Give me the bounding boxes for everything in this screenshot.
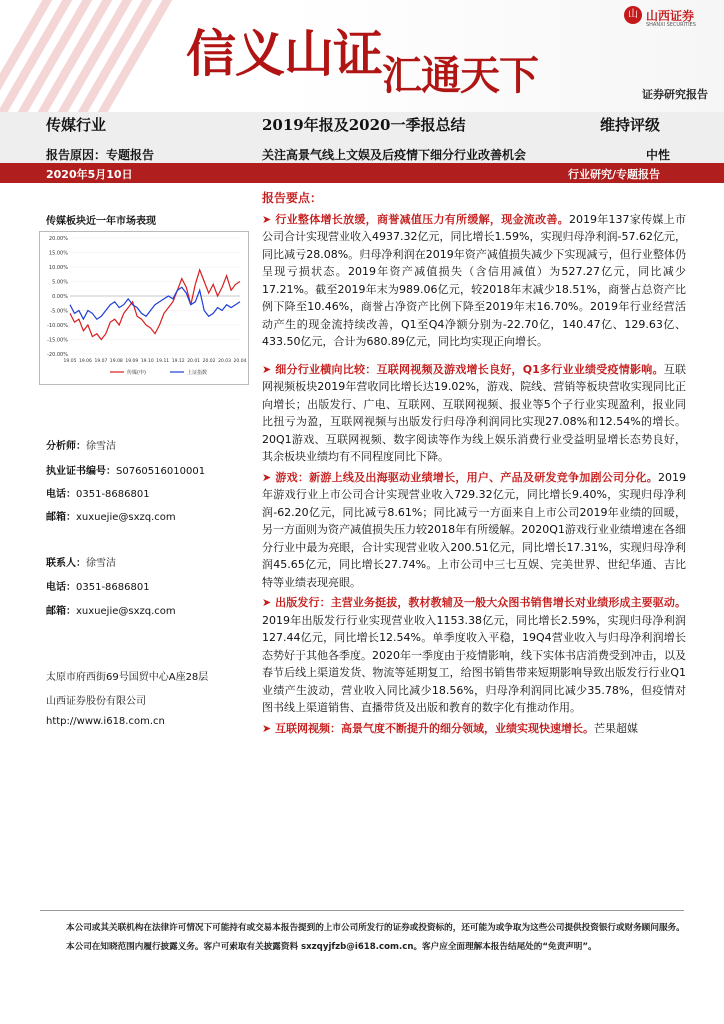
- section-paragraph: ➤ 游戏：新游上线及出海驱动业绩增长，用户、产品及研发竞争加剧公司分化。2019年游戏行业上市公司合计实现营业收入729.32亿元，同比增长9.40%，实现归母净利润-62.20亿元，同比减亏8.61%；同比减亏一方面来自上市公司2019年业绩的回暖，另一方面则为资产减值损失压力较2018年有所缓解。2020Q1游戏行业业绩增速在各细分行业中最为亮眼，合计实现营业收入200.51亿元，同比增长17.31%，实现归母净利润45.65亿元，同比增长27.74%。上市公司中三七互娱、完美世界、世纪华通、吉比特等业绩表现亮眼。: [262, 470, 687, 589]
- email2-row: 邮箱：xuxuejie@sxzq.com: [46, 606, 176, 617]
- legend-label: 上证指数: [187, 370, 208, 376]
- y-tick-label: 15.00%: [48, 250, 68, 257]
- x-tick-label: 20.01: [187, 359, 201, 364]
- rating-value: 中性: [646, 148, 671, 162]
- analyst-row: 分析师：徐雪洁: [46, 441, 116, 452]
- rating-label: 维持评级: [600, 116, 661, 134]
- x-tick-label: 19.09: [125, 359, 139, 364]
- y-tick-label: -20.00%: [47, 352, 68, 358]
- arrow-icon: ➤: [262, 721, 276, 735]
- banner-slogan: 信义山证汇通天下: [186, 24, 538, 99]
- series-line-2: [70, 287, 240, 319]
- date-bar: [0, 163, 724, 183]
- arrow-icon: ➤: [262, 362, 276, 376]
- x-tick-label: 20.04: [233, 359, 247, 364]
- x-tick-label: 19.11: [156, 359, 170, 364]
- footer-divider: [40, 910, 684, 911]
- y-tick-label: 5.00%: [52, 279, 68, 286]
- section-paragraph: ➤ 细分行业横向比较：互联网视频及游戏增长良好，Q1多行业业绩受疫情影响。互联网视频板块2019年营收同比增长达19.02%，游戏、院线、营销等板块营收实现同比正向增长；出版发行、广电、互联网、互联网视频、报业等5个子行业实现盈利，报业同比扭亏为盈，互联网视频与出版发行归母净利润同比实现27.08%和12.54%的增长。20Q1游戏、互联网视频、数字阅读等作为线上娱乐消费行业受益明显增长态势良好，其余板块业绩均有不同程度同比下降。: [262, 362, 686, 463]
- y-tick-label: 20.00%: [48, 236, 68, 242]
- y-tick-label: -5.00%: [50, 308, 68, 315]
- company-website[interactable]: http://www.i618.com.cn: [46, 716, 165, 727]
- company-name: 山西证券股份有限公司: [46, 696, 146, 707]
- x-tick-label: 19.05: [63, 359, 77, 364]
- y-tick-label: 0.00%: [52, 294, 68, 300]
- report-type: 证券研究报告: [642, 88, 708, 101]
- report-points-label: 报告要点：: [262, 191, 323, 205]
- report-title: 2019年报及2020一季报总结: [262, 116, 466, 134]
- report-date: 2020年5月10日: [46, 168, 133, 181]
- arrow-icon: ➤: [262, 470, 276, 484]
- arrow-icon: ➤: [262, 212, 276, 226]
- y-tick-label: -10.00%: [47, 323, 68, 329]
- section-paragraph: ➤ 互联网视频：高景气度不断提升的细分领域，业绩实现快速增长。芒果超媒: [262, 721, 639, 735]
- report-body: [262, 190, 686, 737]
- x-tick-label: 19.10: [140, 359, 154, 364]
- legend-label: 传媒(申): [127, 370, 146, 376]
- logo-icon: 山: [624, 6, 642, 24]
- company-logo: 山 山西证券 SHANXI SECURITIES: [624, 6, 716, 28]
- phone-row: 电话：0351-8686801: [46, 489, 150, 500]
- report-category: 行业研究/专题报告: [568, 168, 661, 181]
- company-address: 太原市府西街69号国贸中心A座28层: [46, 672, 209, 683]
- x-tick-label: 20.02: [202, 359, 216, 364]
- phone2-row: 电话：0351-8686801: [46, 582, 150, 593]
- y-tick-label: -15.00%: [47, 337, 68, 344]
- x-tick-label: 19.07: [94, 359, 108, 364]
- chart-svg: [40, 232, 248, 384]
- x-tick-label: 19.06: [79, 359, 92, 364]
- email-row: 邮箱：xuxuejie@sxzq.com: [46, 512, 176, 523]
- market-chart: [39, 231, 249, 385]
- x-tick-label: 19.12: [171, 359, 185, 364]
- section-paragraph: ➤ 行业整体增长放缓，商誉减值压力有所缓解，现金流改善。2019年137家传媒上市公司合计实现营业收入4937.32亿元，同比增长1.59%，实现归母净利润-57.62亿元，同比减亏28.08%。归母净利润在2019年资产减值损失减少下实现减亏，但行业整体仍呈现亏损状态。2019年资产减值损失（含信用减值）为527.27亿元，同比减少17.21%。截至2019年末为989.06亿元，较2018年末减少18.51%，商誉占总资产比例下降至10.46%，商誉占净资产比例下降至2019年末16.70%。2019年行业经营活动产生的现金流持续改善，Q1至Q4净额分别为-22.70亿，140.47亿、129.63亿、433.50亿元，合计为680.89亿元，同比均实现正向增长。: [262, 212, 686, 348]
- industry-label: 传媒行业: [46, 116, 107, 134]
- cert-row: 执业证书编号：S0760516010001: [46, 466, 206, 477]
- x-tick-label: 19.08: [109, 359, 123, 364]
- contact-row: 联系人：徐雪洁: [46, 558, 116, 569]
- y-tick-label: 10.00%: [48, 265, 68, 271]
- footer-disclaimer: 本公司或其关联机构在法律许可情况下可能持有或交易本报告提到的上市公司所发行的证券或投资标的，还可能为或争取为这些公司提供投资银行或财务顾问服务。本公司在知晓范围内履行披露义务。客户可索取有关披露资料 sxzqyjfzb@i618.com.cn。客户应全面理解本报告结尾处的“免责声明”。: [66, 923, 685, 952]
- arrow-icon: ➤: [262, 596, 276, 609]
- header-banner: [0, 0, 724, 112]
- chart-title: 传媒板块近一年市场表现: [46, 216, 156, 227]
- report-reason: 报告原因：专题报告: [46, 148, 155, 162]
- section-paragraph: ➤ 出版发行：主营业务挺拔，教材教辅及一般大众图书销售增长对业绩形成主要驱动。2019年出版发行行业实现营业收入1153.38亿元，同比增长2.59%，实现归母净利润127.44亿元，同比增长12.54%。单季度收入平稳，19Q4营业收入与归母净利润增长态势好于其他各季度。2020年一季度由于疫情影响，线下实体书店消费受到冲击，以及春节后线上渠道发货、物流等延期复工，给图书销售带来短期影响导致出版发行行业Q1业绩产生波动，营业收入同比减少18.56%，归母净利润同比减少35.78%，但疫情对图书线上渠道销售、直播带货及出版和教育的数字化有推动作用。: [262, 596, 686, 714]
- report-subtitle: 关注高景气线上文娱及后疫情下细分行业改善机会: [262, 148, 527, 162]
- x-tick-label: 20.03: [218, 359, 231, 364]
